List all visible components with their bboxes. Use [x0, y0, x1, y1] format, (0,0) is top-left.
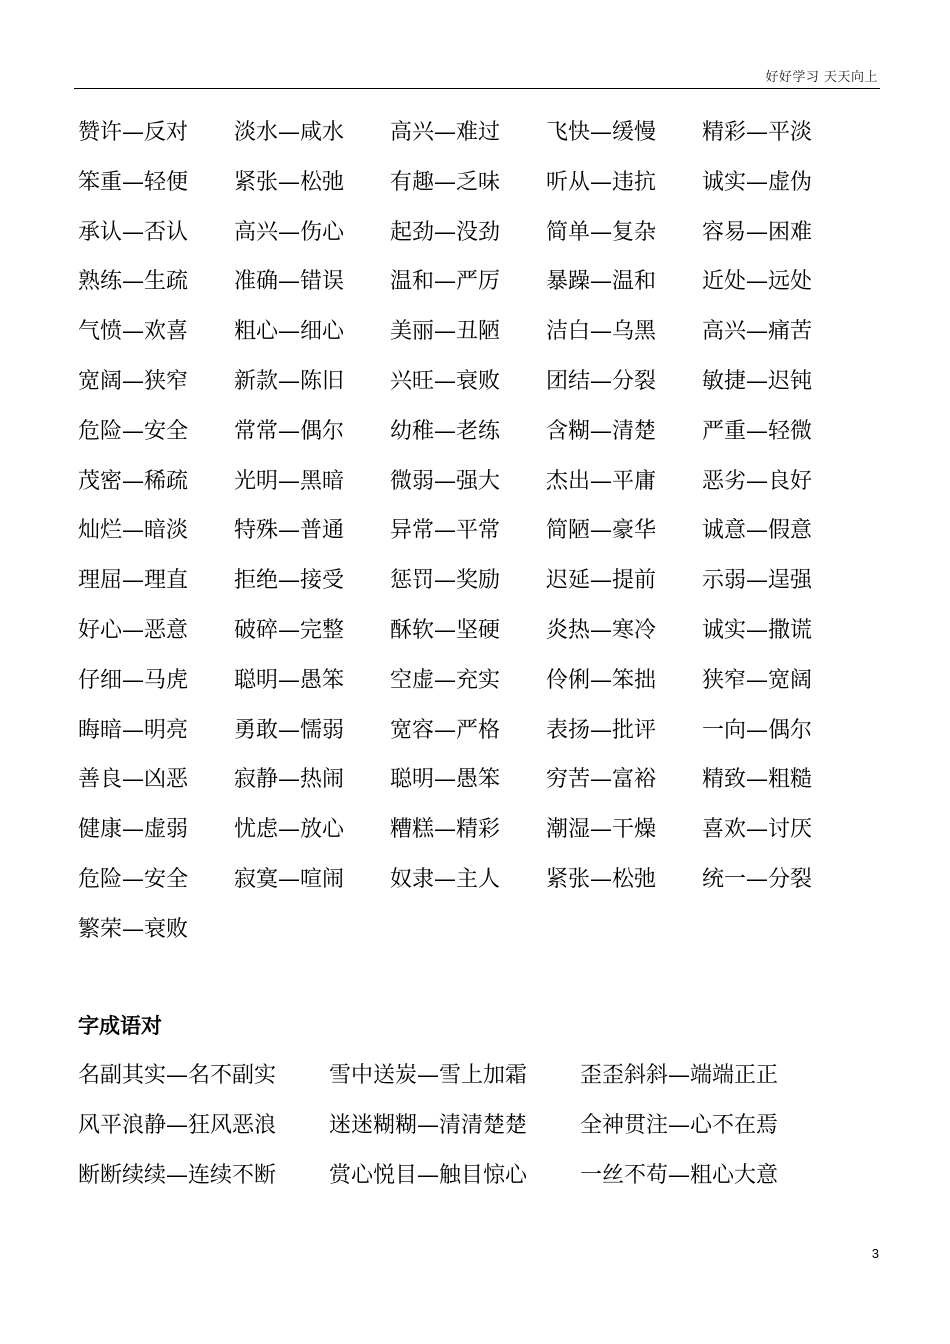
antonym-pair: 淡水—咸水: [234, 120, 345, 145]
antonym-pair: 新款—陈旧: [234, 368, 345, 394]
antonym-pair: 喜欢—讨厌: [702, 817, 813, 843]
antonym-pair: 精致—粗糙: [702, 767, 813, 793]
antonym-pair: 团结—分裂: [546, 368, 657, 394]
antonym-pair: 粗心—细心: [234, 319, 345, 345]
idiom-pair: 雪中送炭—雪上加霜: [329, 1063, 528, 1088]
antonym-pair: 起劲—没劲: [390, 219, 501, 245]
antonym-pair: 诚意—假意: [702, 518, 813, 544]
antonym-pair: 一向—偶尔: [702, 717, 813, 743]
antonym-pair: 敏捷—迟钝: [702, 368, 813, 394]
antonym-pair: 好心—恶意: [78, 617, 189, 643]
antonym-pair: 简单—复杂: [546, 219, 657, 245]
antonym-pair: 幼稚—老练: [390, 418, 501, 444]
idiom-pair: 赏心悦目—触目惊心: [329, 1163, 528, 1188]
antonym-pair: 异常—平常: [390, 518, 501, 544]
antonym-pair: 伶俐—笨拙: [546, 667, 657, 693]
antonym-pair: 紧张—松弛: [234, 169, 345, 195]
antonym-pair: 灿烂—暗淡: [78, 518, 189, 544]
idiom-pair: 断断续续—连续不断: [78, 1163, 277, 1188]
antonym-pair: 诚实—虚伪: [702, 169, 813, 195]
antonym-pair: 飞快—缓慢: [546, 120, 657, 145]
antonym-pair: 熟练—生疏: [78, 269, 189, 295]
antonym-pair: 高兴—难过: [390, 120, 501, 145]
antonym-pair: 宽阔—狭窄: [78, 368, 189, 394]
antonym-pair: 宽容—严格: [390, 717, 501, 743]
antonym-pair: 空虚—充实: [390, 667, 501, 693]
antonym-pair: 聪明—愚笨: [234, 667, 345, 693]
antonym-pair: 聪明—愚笨: [390, 767, 501, 793]
antonym-pair: 潮湿—干燥: [546, 817, 657, 843]
idiom-pair: 一丝不苟—粗心大意: [580, 1163, 779, 1188]
idiom-pair: 风平浪静—狂风恶浪: [78, 1113, 277, 1138]
antonym-pair: 危险—安全: [78, 866, 189, 892]
antonym-pair: 温和—严厉: [390, 269, 501, 295]
antonym-pair: 奴隶—主人: [390, 866, 501, 892]
antonym-pair: 勇敢—懦弱: [234, 717, 345, 743]
antonym-pair: 常常—偶尔: [234, 418, 345, 444]
antonym-pair: 微弱—强大: [390, 468, 501, 494]
antonym-pair: 听从—违抗: [546, 169, 657, 195]
antonym-pair: 忧虑—放心: [234, 817, 345, 843]
antonym-pair: 赞许—反对: [78, 120, 189, 145]
antonym-pair: 迟延—提前: [546, 568, 657, 594]
antonym-pair: 善良—凶恶: [78, 767, 189, 793]
antonym-pair: 美丽—丑陋: [390, 319, 501, 345]
antonym-pair: 健康—虚弱: [78, 817, 189, 843]
antonym-word-grid: [78, 108, 858, 955]
antonym-pair: 有趣—乏味: [390, 169, 501, 195]
antonym-pair: 危险—安全: [78, 418, 189, 444]
antonym-pair: 杰出—平庸: [546, 468, 657, 494]
antonym-pair: 诚实—撒谎: [702, 617, 813, 643]
antonym-pair: 繁荣—衰败: [78, 916, 189, 942]
antonym-pair: 暴躁—温和: [546, 269, 657, 295]
antonym-pair: 破碎—完整: [234, 617, 345, 643]
antonym-pair: 寂静—热闹: [234, 767, 345, 793]
antonym-pair: 气愤—欢喜: [78, 319, 189, 345]
antonym-pair: 茂密—稀疏: [78, 468, 189, 494]
antonym-pair: 示弱—逞强: [702, 568, 813, 594]
header-text: 好好学习 天天向上: [765, 70, 878, 85]
antonym-pair: 糟糕—精彩: [390, 817, 501, 843]
antonym-pair: 兴旺—衰败: [390, 368, 501, 394]
antonym-pair: 穷苦—富裕: [546, 767, 657, 793]
header-rule: [74, 88, 880, 89]
antonym-pair: 容易—困难: [702, 219, 813, 245]
antonym-pair: 严重—轻微: [702, 418, 813, 444]
idiom-pair: 迷迷糊糊—清清楚楚: [329, 1113, 528, 1138]
antonym-pair: 炎热—寒冷: [546, 617, 657, 643]
antonym-pair: 拒绝—接受: [234, 568, 345, 594]
antonym-pair: 恶劣—良好: [702, 468, 813, 494]
antonym-pair: 狭窄—宽阔: [702, 667, 813, 693]
idiom-pair-grid: [78, 1051, 831, 1201]
section-title: 字成语对: [78, 1014, 162, 1038]
idiom-pair: 歪歪斜斜—端端正正: [580, 1063, 779, 1088]
antonym-pair: 含糊—清楚: [546, 418, 657, 444]
antonym-pair: 紧张—松弛: [546, 866, 657, 892]
antonym-pair: 寂寞—喧闹: [234, 866, 345, 892]
idiom-pair: 名副其实—名不副实: [78, 1063, 277, 1088]
antonym-pair: 简陋—豪华: [546, 518, 657, 544]
antonym-pair: 承认—否认: [78, 219, 189, 245]
antonym-pair: 准确—错误: [234, 269, 345, 295]
antonym-pair: 笨重—轻便: [78, 169, 189, 195]
antonym-pair: 高兴—伤心: [234, 219, 345, 245]
antonym-pair: 理屈—理直: [78, 568, 189, 594]
antonym-pair: 高兴—痛苦: [702, 319, 813, 345]
antonym-pair: 近处—远处: [702, 269, 813, 295]
antonym-pair: 统一—分裂: [702, 866, 813, 892]
page-number: 3: [871, 1246, 879, 1261]
antonym-pair: 酥软—坚硬: [390, 617, 501, 643]
antonym-pair: 仔细—马虎: [78, 667, 189, 693]
antonym-pair: 洁白—乌黑: [546, 319, 657, 345]
antonym-pair: 特殊—普通: [234, 518, 345, 544]
antonym-pair: 晦暗—明亮: [78, 717, 189, 743]
antonym-pair: 惩罚—奖励: [390, 568, 501, 594]
antonym-pair: 光明—黑暗: [234, 468, 345, 494]
antonym-pair: 表扬—批评: [546, 717, 657, 743]
idiom-pair: 全神贯注—心不在焉: [580, 1113, 779, 1138]
antonym-pair: 精彩—平淡: [702, 120, 813, 145]
